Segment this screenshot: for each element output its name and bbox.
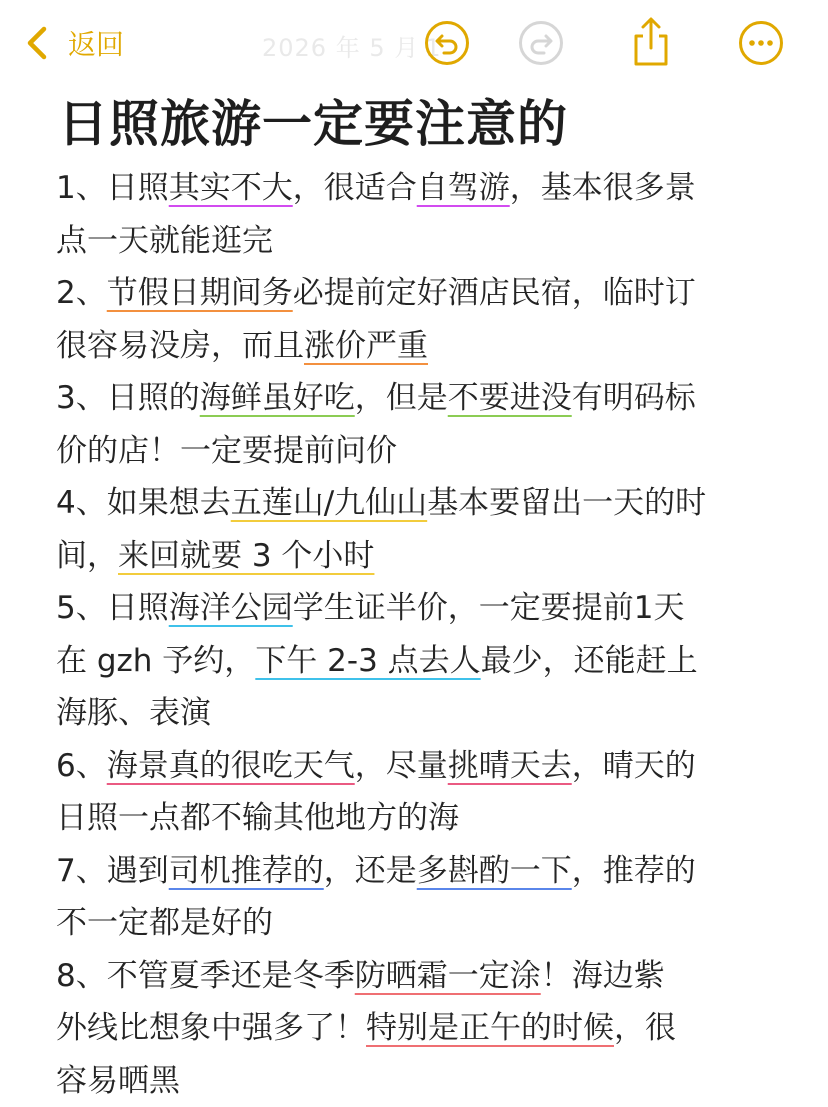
note-line	[56, 687, 816, 740]
note-line	[56, 1055, 816, 1107]
highlighted-text: 司机推荐的	[169, 853, 324, 892]
note-text: 在 gzh 予约，	[56, 643, 255, 679]
back-label: 返回	[68, 23, 124, 63]
note-line	[56, 845, 816, 898]
highlighted-text: 节假日期间务	[107, 275, 293, 314]
note-text: ，推荐的	[572, 853, 696, 889]
note-text: 最少，还能赶上	[481, 643, 698, 679]
highlighted-text: 其实不大	[169, 170, 293, 209]
note-line	[56, 897, 816, 950]
note-text: 8、不管夏季还是冬季	[56, 958, 355, 994]
highlighted-text: 挑晴天去	[448, 748, 572, 787]
note-text: 1、日照	[56, 170, 169, 206]
highlighted-text: 涨价严重	[304, 328, 428, 367]
undo-button[interactable]	[424, 20, 470, 66]
note-text: 4、如果想去	[56, 485, 231, 521]
note-text: 很容易没房，而且	[56, 328, 304, 364]
note-text: 间，	[56, 538, 118, 574]
redo-button[interactable]	[518, 20, 564, 66]
note-line	[56, 320, 816, 373]
back-button[interactable]	[22, 18, 124, 68]
note-text: 海豚、表演	[56, 695, 211, 731]
highlighted-text: 防晒霜一定涂	[355, 958, 541, 997]
note-line	[56, 215, 816, 268]
note-text: 6、	[56, 748, 107, 784]
note-text: ，基本很多景	[510, 170, 696, 206]
note-line	[56, 1002, 816, 1055]
note-line	[56, 635, 816, 688]
highlighted-text: 特别是正午的时候	[366, 1010, 614, 1049]
more-icon	[738, 20, 784, 66]
note-line	[56, 425, 816, 478]
note-text: ！海边紫	[541, 958, 665, 994]
note-text: 基本要留出一天的时	[427, 485, 706, 521]
note-text: ，还是	[324, 853, 417, 889]
highlighted-text: 下午 2-3 点去人	[255, 643, 480, 682]
note-text: 有明码标	[572, 380, 696, 416]
highlighted-text: 多斟酌一下	[417, 853, 572, 892]
note-text: ，但是	[355, 380, 448, 416]
highlighted-text: 海景真的很吃天气	[107, 748, 355, 787]
note-text: 2、	[56, 275, 107, 311]
highlighted-text: 海洋公园	[169, 590, 293, 629]
chevron-left-icon	[22, 23, 54, 63]
note-line	[56, 477, 816, 530]
note-text: 必提前定好酒店民宿，临时订	[293, 275, 696, 311]
note-title: 日照旅游一定要注意的	[58, 84, 568, 156]
note-text: ，晴天的	[572, 748, 696, 784]
note-body[interactable]	[56, 162, 816, 1107]
note-line	[56, 530, 816, 583]
note-text: 日照一点都不输其他地方的海	[56, 800, 459, 836]
note-line	[56, 267, 816, 320]
note-line	[56, 582, 816, 635]
navigation-bar	[0, 0, 828, 86]
note-text: 学生证半价，一定要提前1天	[293, 590, 685, 626]
highlighted-text: 不要进没	[448, 380, 572, 419]
note-text: 容易晒黑	[56, 1063, 180, 1099]
highlighted-text: 自驾游	[417, 170, 510, 209]
highlighted-text: 五莲山/九仙山	[231, 485, 427, 524]
note-text: 点一天就能逛完	[56, 223, 273, 259]
redo-icon	[518, 20, 564, 66]
note-line	[56, 740, 816, 793]
share-button[interactable]	[628, 16, 674, 68]
note-text: 7、遇到	[56, 853, 169, 889]
note-text: 价的店！一定要提前问价	[56, 433, 397, 469]
note-line	[56, 372, 816, 425]
note-text: 3、日照的	[56, 380, 200, 416]
more-button[interactable]	[738, 20, 784, 66]
note-text: ，很	[614, 1010, 676, 1046]
highlighted-text: 来回就要 3 个小时	[118, 538, 374, 577]
note-date: 2026 年 5 月 1	[262, 28, 442, 63]
undo-icon	[424, 20, 470, 66]
note-line	[56, 792, 816, 845]
note-line	[56, 162, 816, 215]
note-text: ，尽量	[355, 748, 448, 784]
note-text: ，很适合	[293, 170, 417, 206]
note-line	[56, 950, 816, 1003]
note-text: 5、日照	[56, 590, 169, 626]
highlighted-text: 海鲜虽好吃	[200, 380, 355, 419]
note-text: 外线比想象中强多了！	[56, 1010, 366, 1046]
share-icon	[628, 16, 674, 68]
note-text: 不一定都是好的	[56, 905, 273, 941]
